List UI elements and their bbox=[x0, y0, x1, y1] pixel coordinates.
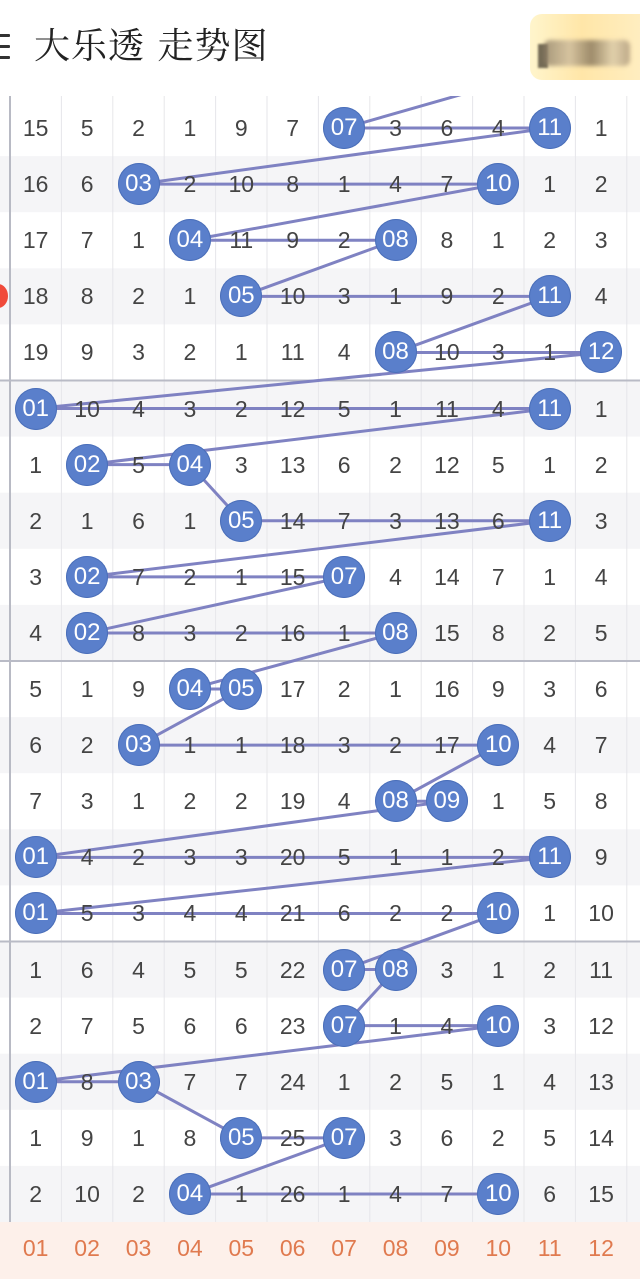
omission-count-cell: 1 bbox=[337, 1180, 351, 1207]
omission-count-cell: 2 bbox=[183, 171, 197, 198]
omission-count-cell: 1 bbox=[389, 395, 402, 422]
omission-count-cell: 4 bbox=[440, 1012, 454, 1039]
hit-number-ball: 12 bbox=[580, 331, 622, 373]
omission-count-cell: 4 bbox=[543, 1068, 557, 1095]
omission-count-cell: 5 bbox=[337, 844, 351, 871]
omission-count-cell: 10 bbox=[228, 171, 255, 198]
omission-count-cell: 2 bbox=[440, 900, 454, 927]
omission-count-cell: 4 bbox=[337, 788, 351, 815]
hit-number-ball: 07 bbox=[323, 556, 365, 598]
page-title: 大乐透 走势图 bbox=[34, 26, 269, 67]
omission-count-cell: 17 bbox=[434, 732, 460, 759]
omission-count-cell: 5 bbox=[543, 788, 557, 815]
omission-count-cell: 12 bbox=[279, 395, 306, 422]
omission-count-cell: 16 bbox=[434, 676, 460, 703]
omission-count-cell: 5 bbox=[132, 451, 145, 478]
omission-count-cell: 20 bbox=[279, 844, 306, 871]
hit-number-ball: 01 bbox=[15, 836, 57, 878]
omission-count-cell: 4 bbox=[337, 339, 351, 366]
hit-number-ball: 03 bbox=[118, 724, 160, 766]
omission-count-cell: 1 bbox=[389, 844, 402, 871]
menu-icon[interactable] bbox=[0, 34, 10, 60]
omission-count-cell: 8 bbox=[286, 171, 300, 198]
omission-count-cell: 4 bbox=[132, 956, 145, 983]
omission-count-cell: 5 bbox=[80, 900, 94, 927]
column-label-09: 09 bbox=[434, 1235, 460, 1261]
omission-count-cell: 3 bbox=[337, 283, 351, 310]
omission-count-cell: 6 bbox=[183, 1012, 197, 1039]
omission-count-cell: 2 bbox=[543, 227, 557, 254]
omission-count-cell: 5 bbox=[29, 676, 43, 703]
omission-count-cell: 4 bbox=[389, 563, 402, 590]
omission-count-cell: 2 bbox=[594, 171, 608, 198]
omission-count-cell: 8 bbox=[132, 619, 145, 646]
hit-number-ball: 11 bbox=[529, 388, 571, 430]
column-label-01: 01 bbox=[22, 1235, 49, 1261]
omission-count-cell: 4 bbox=[389, 171, 402, 198]
omission-count-cell: 7 bbox=[337, 507, 351, 534]
omission-count-cell: 25 bbox=[279, 1124, 306, 1151]
hit-number-ball: 10 bbox=[477, 1173, 519, 1215]
omission-count-cell: 2 bbox=[234, 619, 248, 646]
hit-number-ball: 08 bbox=[375, 219, 417, 261]
omission-count-cell: 2 bbox=[183, 339, 197, 366]
omission-count-cell: 23 bbox=[279, 1012, 306, 1039]
column-label-07: 07 bbox=[331, 1235, 357, 1261]
hit-number-ball: 08 bbox=[375, 949, 417, 991]
omission-count-cell: 3 bbox=[389, 115, 402, 142]
omission-count-cell: 3 bbox=[389, 1124, 402, 1151]
hit-number-ball: 04 bbox=[169, 668, 211, 710]
hit-number-ball: 10 bbox=[477, 1005, 519, 1047]
omission-count-cell: 3 bbox=[183, 619, 197, 646]
omission-count-cell: 1 bbox=[234, 339, 248, 366]
hit-number-ball: 04 bbox=[169, 444, 211, 486]
column-label-12: 12 bbox=[588, 1235, 614, 1261]
omission-count-cell: 4 bbox=[29, 619, 43, 646]
omission-count-cell: 3 bbox=[543, 676, 557, 703]
omission-count-cell: 8 bbox=[80, 1068, 94, 1095]
omission-count-cell: 5 bbox=[440, 1068, 454, 1095]
omission-count-cell: 21 bbox=[279, 900, 306, 927]
omission-count-cell: 7 bbox=[286, 115, 300, 142]
omission-count-cell: 2 bbox=[543, 619, 557, 646]
omission-count-cell: 1 bbox=[337, 619, 351, 646]
hit-number-ball: 04 bbox=[169, 219, 211, 261]
omission-count-cell: 4 bbox=[491, 115, 505, 142]
omission-count-cell: 10 bbox=[74, 1180, 100, 1207]
omission-count-cell: 14 bbox=[588, 1124, 614, 1151]
omission-count-cell: 8 bbox=[594, 788, 608, 815]
omission-count-cell: 11 bbox=[434, 395, 459, 422]
omission-count-cell: 4 bbox=[594, 563, 608, 590]
omission-count-cell: 3 bbox=[183, 395, 197, 422]
omission-count-cell: 22 bbox=[279, 956, 306, 983]
omission-count-cell: 5 bbox=[234, 956, 248, 983]
hit-number-ball: 03 bbox=[118, 163, 160, 205]
omission-count-cell: 12 bbox=[588, 1012, 614, 1039]
omission-count-cell: 1 bbox=[337, 171, 351, 198]
omission-count-cell: 1 bbox=[183, 507, 197, 534]
omission-count-cell: 9 bbox=[440, 283, 454, 310]
omission-count-cell: 10 bbox=[74, 395, 100, 422]
hit-number-ball: 08 bbox=[375, 780, 417, 822]
omission-count-cell: 13 bbox=[279, 451, 306, 478]
omission-count-cell: 6 bbox=[491, 507, 505, 534]
omission-count-cell: 5 bbox=[80, 115, 94, 142]
omission-count-cell: 6 bbox=[80, 956, 94, 983]
column-label-06: 06 bbox=[279, 1235, 306, 1261]
column-label-02: 02 bbox=[74, 1235, 100, 1261]
hit-number-ball: 10 bbox=[477, 892, 519, 934]
hit-number-ball: 04 bbox=[169, 1173, 211, 1215]
omission-count-cell: 3 bbox=[234, 451, 248, 478]
omission-count-cell: 14 bbox=[434, 563, 460, 590]
omission-count-cell: 2 bbox=[29, 1180, 43, 1207]
omission-count-cell: 4 bbox=[543, 732, 557, 759]
omission-count-cell: 1 bbox=[594, 115, 608, 142]
omission-count-cell: 1 bbox=[29, 451, 43, 478]
omission-count-cell: 3 bbox=[594, 507, 608, 534]
omission-count-cell: 3 bbox=[594, 227, 608, 254]
hit-number-ball: 05 bbox=[220, 668, 262, 710]
omission-count-cell: 6 bbox=[337, 900, 351, 927]
omission-count-cell: 3 bbox=[337, 732, 351, 759]
omission-count-cell: 9 bbox=[491, 676, 505, 703]
omission-count-cell: 6 bbox=[440, 115, 454, 142]
hit-number-ball: 11 bbox=[529, 836, 571, 878]
omission-count-cell: 1 bbox=[440, 844, 454, 871]
hit-number-ball: 10 bbox=[477, 724, 519, 766]
omission-count-cell: 3 bbox=[29, 563, 43, 590]
hit-number-ball: 07 bbox=[323, 949, 365, 991]
omission-count-cell: 10 bbox=[434, 339, 460, 366]
omission-count-cell: 1 bbox=[491, 788, 505, 815]
omission-count-cell: 3 bbox=[491, 339, 505, 366]
omission-count-cell: 9 bbox=[594, 844, 608, 871]
omission-count-cell: 4 bbox=[234, 900, 248, 927]
omission-count-cell: 1 bbox=[543, 451, 557, 478]
column-label-08: 08 bbox=[382, 1235, 409, 1261]
hit-number-ball: 07 bbox=[323, 107, 365, 149]
omission-count-cell: 7 bbox=[594, 732, 608, 759]
omission-count-cell: 6 bbox=[337, 451, 351, 478]
omission-count-cell: 3 bbox=[132, 900, 145, 927]
omission-count-cell: 2 bbox=[80, 732, 94, 759]
omission-count-cell: 5 bbox=[337, 395, 351, 422]
omission-count-cell: 1 bbox=[543, 900, 557, 927]
omission-count-cell: 2 bbox=[389, 1068, 402, 1095]
omission-count-cell: 2 bbox=[337, 227, 351, 254]
omission-count-cell: 8 bbox=[183, 1124, 197, 1151]
omission-count-cell: 12 bbox=[434, 451, 460, 478]
omission-count-cell: 10 bbox=[588, 900, 614, 927]
hit-number-ball: 05 bbox=[220, 1117, 262, 1159]
omission-count-cell: 2 bbox=[491, 844, 505, 871]
omission-count-cell: 3 bbox=[389, 507, 402, 534]
omission-count-cell: 4 bbox=[491, 395, 505, 422]
omission-count-cell: 2 bbox=[132, 115, 145, 142]
omission-count-cell: 5 bbox=[594, 619, 608, 646]
hit-number-ball: 11 bbox=[529, 107, 571, 149]
hit-number-ball: 02 bbox=[66, 556, 108, 598]
omission-count-cell: 1 bbox=[183, 732, 197, 759]
omission-count-cell: 1 bbox=[337, 1068, 351, 1095]
omission-count-cell: 1 bbox=[234, 1180, 248, 1207]
hit-number-ball: 08 bbox=[375, 331, 417, 373]
omission-count-cell: 4 bbox=[389, 1180, 402, 1207]
omission-count-cell: 3 bbox=[80, 788, 94, 815]
omission-count-cell: 2 bbox=[132, 1180, 145, 1207]
hit-number-ball: 11 bbox=[529, 275, 571, 317]
hit-number-ball: 08 bbox=[375, 612, 417, 654]
omission-count-cell: 19 bbox=[22, 339, 49, 366]
column-label-04: 04 bbox=[177, 1235, 203, 1261]
omission-count-cell: 6 bbox=[543, 1180, 557, 1207]
omission-count-cell: 7 bbox=[440, 171, 454, 198]
omission-count-cell: 7 bbox=[29, 788, 43, 815]
omission-count-cell: 2 bbox=[543, 956, 557, 983]
omission-count-cell: 17 bbox=[279, 676, 306, 703]
omission-count-cell: 9 bbox=[286, 227, 300, 254]
omission-count-cell: 15 bbox=[279, 563, 306, 590]
omission-count-cell: 1 bbox=[132, 227, 145, 254]
app-header bbox=[0, 0, 640, 96]
omission-count-cell: 9 bbox=[80, 339, 94, 366]
hit-number-ball: 11 bbox=[529, 500, 571, 542]
omission-count-cell: 2 bbox=[491, 283, 505, 310]
omission-count-cell: 2 bbox=[29, 507, 43, 534]
omission-count-cell: 1 bbox=[389, 1012, 402, 1039]
omission-count-cell: 16 bbox=[22, 171, 49, 198]
omission-count-cell: 18 bbox=[22, 283, 49, 310]
omission-count-cell: 1 bbox=[543, 171, 557, 198]
omission-count-cell: 2 bbox=[132, 283, 145, 310]
omission-count-cell: 1 bbox=[491, 1068, 505, 1095]
omission-count-cell: 1 bbox=[183, 115, 197, 142]
omission-count-cell: 2 bbox=[594, 451, 608, 478]
hit-number-ball: 07 bbox=[323, 1117, 365, 1159]
omission-count-cell: 1 bbox=[491, 227, 505, 254]
omission-count-cell: 3 bbox=[440, 956, 454, 983]
omission-count-cell: 17 bbox=[22, 227, 49, 254]
omission-count-cell: 10 bbox=[279, 283, 306, 310]
omission-count-cell: 6 bbox=[234, 1012, 248, 1039]
omission-count-cell: 7 bbox=[183, 1068, 197, 1095]
omission-count-cell: 3 bbox=[132, 339, 145, 366]
omission-count-cell: 1 bbox=[29, 956, 43, 983]
omission-count-cell: 13 bbox=[434, 507, 460, 534]
omission-count-cell: 2 bbox=[234, 395, 248, 422]
omission-count-cell: 2 bbox=[234, 788, 248, 815]
omission-count-cell: 5 bbox=[183, 956, 197, 983]
omission-count-cell: 7 bbox=[132, 563, 145, 590]
omission-count-cell: 24 bbox=[279, 1068, 306, 1095]
omission-count-cell: 6 bbox=[80, 171, 94, 198]
column-label-11: 11 bbox=[537, 1235, 562, 1261]
omission-count-cell: 1 bbox=[80, 507, 94, 534]
omission-count-cell: 1 bbox=[132, 788, 145, 815]
omission-count-cell: 18 bbox=[279, 732, 306, 759]
omission-count-cell: 1 bbox=[389, 283, 402, 310]
hit-number-ball: 01 bbox=[15, 892, 57, 934]
omission-count-cell: 1 bbox=[29, 1124, 43, 1151]
omission-count-cell: 8 bbox=[440, 227, 454, 254]
omission-count-cell: 7 bbox=[80, 227, 94, 254]
omission-count-cell: 9 bbox=[132, 676, 145, 703]
omission-count-cell: 1 bbox=[491, 956, 505, 983]
omission-count-cell: 2 bbox=[389, 732, 402, 759]
omission-count-cell: 4 bbox=[80, 844, 94, 871]
omission-count-cell: 15 bbox=[588, 1180, 614, 1207]
omission-count-cell: 3 bbox=[234, 844, 248, 871]
omission-count-cell: 11 bbox=[589, 956, 614, 983]
omission-count-cell: 2 bbox=[132, 844, 145, 871]
omission-count-cell: 6 bbox=[29, 732, 43, 759]
omission-count-cell: 4 bbox=[132, 395, 145, 422]
omission-count-cell: 9 bbox=[234, 115, 248, 142]
hit-number-ball: 02 bbox=[66, 444, 108, 486]
omission-count-cell: 1 bbox=[594, 395, 608, 422]
omission-count-cell: 2 bbox=[389, 900, 402, 927]
omission-count-cell: 1 bbox=[234, 732, 248, 759]
omission-count-cell: 3 bbox=[183, 844, 197, 871]
hit-number-ball: 10 bbox=[477, 163, 519, 205]
hit-number-ball: 05 bbox=[220, 500, 262, 542]
omission-count-cell: 6 bbox=[440, 1124, 454, 1151]
omission-count-cell: 16 bbox=[279, 619, 306, 646]
omission-count-cell: 1 bbox=[132, 1124, 145, 1151]
omission-count-cell: 13 bbox=[588, 1068, 614, 1095]
omission-count-cell: 14 bbox=[279, 507, 306, 534]
omission-count-cell: 7 bbox=[234, 1068, 248, 1095]
omission-count-cell: 4 bbox=[594, 283, 608, 310]
hit-number-ball: 01 bbox=[15, 388, 57, 430]
hit-number-ball: 01 bbox=[15, 1061, 57, 1103]
hit-number-ball: 03 bbox=[118, 1061, 160, 1103]
omission-count-cell: 19 bbox=[279, 788, 306, 815]
omission-count-cell: 5 bbox=[491, 451, 505, 478]
omission-count-cell: 1 bbox=[543, 339, 557, 366]
omission-count-cell: 5 bbox=[132, 1012, 145, 1039]
user-avatar-chip[interactable] bbox=[530, 14, 640, 80]
omission-count-cell: 7 bbox=[440, 1180, 454, 1207]
omission-count-cell: 7 bbox=[491, 563, 505, 590]
hit-number-ball: 05 bbox=[220, 275, 262, 317]
omission-count-cell: 1 bbox=[234, 563, 248, 590]
omission-count-cell: 26 bbox=[279, 1180, 306, 1207]
omission-count-cell: 2 bbox=[183, 563, 197, 590]
omission-count-cell: 11 bbox=[280, 339, 305, 366]
omission-count-cell: 3 bbox=[543, 1012, 557, 1039]
column-label-05: 05 bbox=[228, 1235, 255, 1261]
omission-count-cell: 2 bbox=[29, 1012, 43, 1039]
omission-count-cell: 1 bbox=[183, 283, 197, 310]
omission-count-cell: 1 bbox=[543, 563, 557, 590]
omission-count-cell: 6 bbox=[132, 507, 145, 534]
omission-count-cell: 4 bbox=[183, 900, 197, 927]
omission-count-cell: 7 bbox=[80, 1012, 94, 1039]
omission-count-cell: 2 bbox=[183, 788, 197, 815]
omission-count-cell: 6 bbox=[594, 676, 608, 703]
omission-count-cell: 2 bbox=[337, 676, 351, 703]
hit-number-ball: 07 bbox=[323, 1005, 365, 1047]
omission-count-cell: 15 bbox=[434, 619, 460, 646]
omission-count-cell: 8 bbox=[80, 283, 94, 310]
column-label-03: 03 bbox=[125, 1235, 152, 1261]
omission-count-cell: 11 bbox=[229, 227, 254, 254]
omission-count-cell: 9 bbox=[80, 1124, 94, 1151]
omission-count-cell: 8 bbox=[491, 619, 505, 646]
omission-count-cell: 2 bbox=[491, 1124, 505, 1151]
omission-count-cell: 1 bbox=[80, 676, 94, 703]
hit-number-ball: 02 bbox=[66, 612, 108, 654]
omission-count-cell: 15 bbox=[22, 115, 49, 142]
omission-count-cell: 5 bbox=[543, 1124, 557, 1151]
omission-count-cell: 1 bbox=[389, 676, 402, 703]
omission-count-cell: 2 bbox=[389, 451, 402, 478]
column-label-10: 10 bbox=[485, 1235, 512, 1261]
hit-number-ball: 09 bbox=[426, 780, 468, 822]
